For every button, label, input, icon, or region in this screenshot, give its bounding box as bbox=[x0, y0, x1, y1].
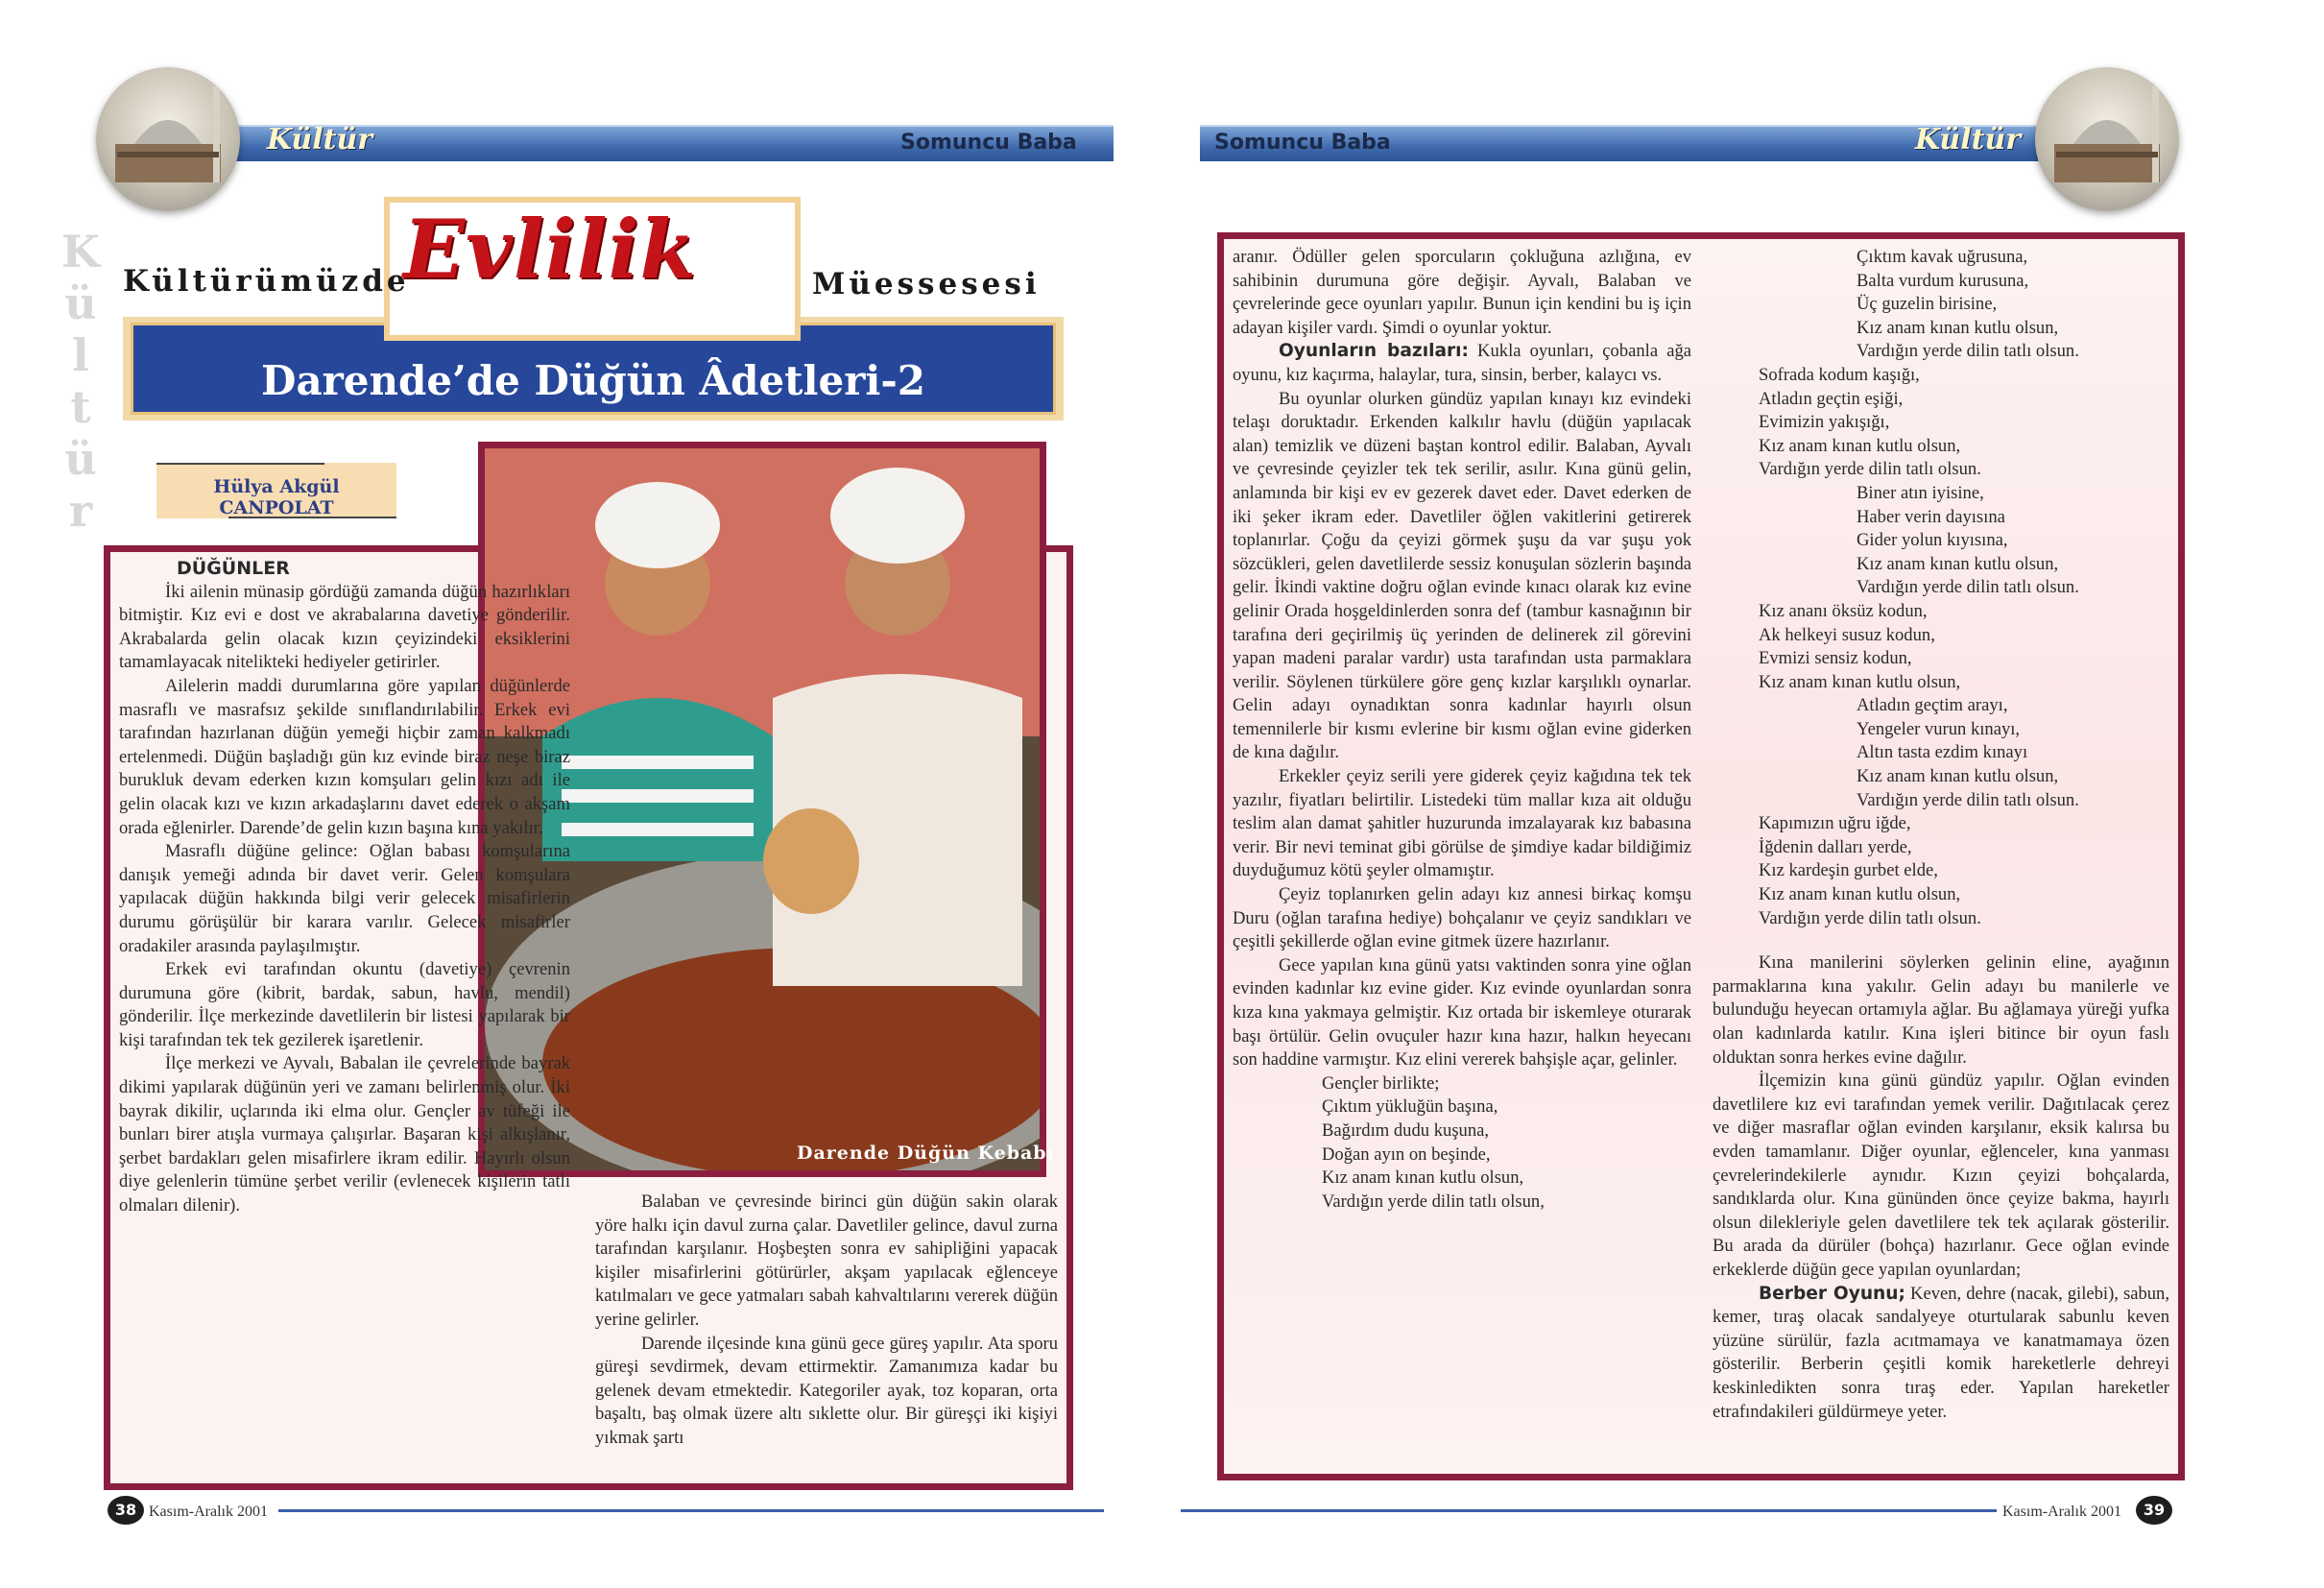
paragraph: İlçemizin kına günü gündüz yapılır. Oğlan evinden davetlilere kız evi tarafından yemek verilir. Dağıtılacak çerez ve diğer masraflar oğlan evinden karşılanır, eksik kalırsa bu evden tamamlanır. Diğer oyunlar, eğlenceler, kına yanması çevrelerindekilerle aynıdır. Kızın çeyizi bohçalarda, sandıklarda olur. Kına gününden önce çeyize bakma, hayırlı olsun dilekleriyle gelen davetlilere tek tek açılarak gösterilir. Bu arada da dürüler (bohça) hazırlanır. Gece oğlan evinde erkeklerde düğün gece yapılan oyunlardan; bbox=[1713, 1071, 2169, 1280]
title-main: Evlilik bbox=[403, 202, 697, 297]
column-1 bbox=[119, 557, 570, 1218]
section-heading: DÜĞÜNLER bbox=[177, 558, 290, 579]
title-prefix: Kültürümüzde bbox=[123, 264, 410, 299]
page-number-left: 38 bbox=[108, 1496, 144, 1525]
poem-line: Kız anam kınan kutlu olsun, bbox=[1857, 317, 2059, 338]
paragraph: aranır. Ödüller gelen sporcuların çokluğuna azlığına, ev sahibinin durumuna göre değişir. Ayvalı, Balaban ve çevrelerinde gece oyunları yapılır. Bunun için kendini bu iş için adayan kişiler vardı. Şimdi o oyunlar yoktur. bbox=[1233, 247, 1691, 338]
poem-line: Kız ananı öksüz kodun, bbox=[1759, 600, 1928, 621]
poem-line: Biner atın iyisine, bbox=[1857, 482, 1984, 503]
poem-line: Evmizi sensiz kodun, bbox=[1759, 648, 1912, 669]
poem-line: Kız kardeşin gurbet elde, bbox=[1759, 860, 1938, 881]
magazine-name-right: Somuncu Baba bbox=[1214, 131, 1391, 155]
paragraph: Erkekler çeyiz serili yere giderek çeyiz kağıdına tek tek yazılır, fiyatları belirtilir. Listedeki tüm mallar kıza ait olduğu teslim alan damat şahitler huzurunda imzalayarak kız babasına verir. Bir nevi teminat gibi görülse de şimdiye kadar bildiğimiz duyduğumuz kötü şeyler olmamıştır. bbox=[1233, 766, 1691, 881]
poem-line: Balta vurdum kurusuna, bbox=[1857, 270, 2029, 291]
poem-line: Atladın geçtim arayı, bbox=[1857, 695, 2008, 716]
footer-date-left: Kasım-Aralık 2001 bbox=[149, 1504, 268, 1520]
paragraph: Berber Oyunu; Keven, dehre (nacak, gilebi), sabun, kemer, tıraş olacak sandalyeye oturtularak sabunlu keven yüzüne sürülür, fazla acıtmamaya ve kanatmamaya özen gösterilir. Berberin çeşitli komik hareketlerle dehreyi keskinledikten sonra tıraş eder. Yapılan hareketler etrafındakileri güldürmeye yeter. bbox=[1713, 1283, 2169, 1422]
paragraph: İki ailenin münasip gördüğü zamanda düğün hazırlıkları bitmiştir. Kız evi e dost ve akrabalarına davetiye gönderilir. Akrabalarda gelin olacak kızın çeyizindeki eksiklerini tamamlayacak nitelikteki hediyeler getirirler. bbox=[119, 581, 570, 673]
poem-line: Doğan ayın on beşinde, bbox=[1322, 1143, 1491, 1165]
poem-line: Kız anam kınan kutlu olsun, bbox=[1759, 671, 1961, 692]
section-label-right: Kültür bbox=[1915, 123, 2022, 156]
paragraph: Balaban ve çevresinde birinci gün düğün sakin olarak yöre halkı için davul zurna çalar. Davetliler gelince, davul zurna tarafından karşılanır. Hoşbeşten sonra ev sahipliğini yapacak kişiler misafirlerini götürürler, akşam yapılacak eğlenceye katılmaları ve gece yatmaları sabah kahvaltılarını vererek düğün yerine gelirler. bbox=[595, 1191, 1058, 1330]
footer-date-right: Kasım-Aralık 2001 bbox=[2002, 1504, 2121, 1520]
poem-line: Kız anam kınan kutlu olsun, bbox=[1759, 884, 1961, 905]
paragraph: Kına manilerini söylerken gelinin eline, ayağının parmaklarına kına yakılır. Gelin adayı bu manilerle ve bulunduğu heyecan ortamıyla ağlar. Bu ağlamaya yüreği yufka olan kadınlarda katılır. Kına işleri bitince bir oyun faslı olduktan sonra herkes evine dağılır. bbox=[1713, 952, 2169, 1068]
author-name: Hülya Akgül CANPOLAT bbox=[213, 476, 340, 518]
poem-line: Gençler birlikte; bbox=[1322, 1072, 1440, 1094]
poem-line: Vardığın yerde dilin tatlı olsun, bbox=[1322, 1191, 1545, 1212]
poem-line: Vardığın yerde dilin tatlı olsun. bbox=[1857, 341, 2079, 362]
title-subtitle: Darende’de Düğün Âdetleri-2 bbox=[261, 357, 925, 404]
column-2 bbox=[595, 1191, 1058, 1451]
paragraph: Darende ilçesinde kına günü gece güreş yapılır. Ata sporu güreşi sevdirmek, devam ettirmektir. Zamanımıza kadar bu gelenek devam etmektedir. Kategoriler ayak, toz koparan, orta başaltı, baş olmak üzere altı sıklette olur. Bir güreşçi iki kişiyi yıkmak şartı bbox=[595, 1333, 1058, 1448]
poem bbox=[1713, 246, 2169, 930]
bold-lead: Oyunların bazıları: bbox=[1279, 341, 1469, 362]
poem-line: Çıktım yükluğün başına, bbox=[1322, 1096, 1498, 1118]
column-3 bbox=[1233, 246, 1691, 1214]
paragraph: Oyunların bazıları: Kukla oyunları, çobanla ağa oyunu, kız kaçırma, halaylar, tura, sinsin, berber, kalaycı vs. bbox=[1233, 341, 1691, 385]
bold-lead: Berber Oyunu; bbox=[1759, 1283, 1905, 1304]
mosque-medallion-right-icon bbox=[2035, 67, 2179, 211]
poem-line: Kız anam kınan kutlu olsun, bbox=[1857, 766, 2059, 787]
paragraph: Masraflı düğüne gelince: Oğlan babası komşularına danışık yemeği adında bir davet verir. Gelen komşulara yapılacak düğün hakkında bilgi verir gelecek misafirlerin durumu görüşülür bir karara varılır. Gelecek misafirler oradakiler arasında paylaşılmıştır. bbox=[119, 841, 570, 956]
footer-rule-right bbox=[1181, 1509, 1997, 1512]
author-rule-top bbox=[156, 463, 324, 465]
paragraph: Bu oyunlar olurken gündüz yapılan kınayı kız evindeki telaşı doruktadır. Erkenden kalkılır havlu (düğün yapılacak alan) temizlik ve düzeni baştan kontrol edilir. Balaban, Ayvalı ve çevresinde çeyizler tek tek serilir, asılır. Kına günü gelin, anlamında bir kişi ev ev gezerek davet eder. Davet ederken de iki şeker ikram eder. Davetliler öğlen vakitlerini getirerek toplanırlar. Çoğu da çeyizi görmek şuşu da var şuşu yok sözcükleri, gelen davetlilerde sessiz konuşulan sözlerin başında gelir. İkindi vaktine doğru oğlan evinde kınacı olarak kız evine gelinir Orada hoşgeldinlerden sonra def (tambur kasnağının bir tarafına deri geçirilmiş üç yerinden de delinerek zil görevini yapan madeni paralar vardır) usta tarafından usta parmaklara verilir. Söylenen türkülere göre genç kızlar karşılıklı oynarlar. Gelin adayı oynadıktan sonra kadınlar hayırlı olsun temennilerle bir kısmı evlerine bir kısmı oğlan evine giderken de kına dağılır. bbox=[1233, 388, 1691, 763]
poem-line: Kapımızın uğru iğde, bbox=[1759, 813, 1911, 834]
poem-line: Altın tasta ezdim kınayı bbox=[1857, 742, 2028, 763]
poem-line: Vardığın yerde dilin tatlı olsun. bbox=[1857, 789, 2079, 810]
poem-line: Evimizin yakışığı, bbox=[1759, 412, 1890, 433]
poem-line: Yengeler vurun kınayı, bbox=[1857, 718, 2021, 739]
poem-line: Bağırdım dudu kuşuna, bbox=[1322, 1119, 1490, 1141]
poem-line: Gider yolun kıyısına, bbox=[1857, 530, 2008, 551]
paragraph: Gece yapılan kına günü yatsı vaktinden sonra yine oğlan evinden kadınlar kız evine gider. Kız evinde oyunlardan sonra kıza kına yakmaya gelmiştir. Kız ortada bir iskemleye oturarak başı örtülür. Gelin ovuçuler hazır kına hazır, halkın heyecanı son haddine varmıştır. Kız elini vererek bahşişle açar, gelinler. bbox=[1233, 954, 1691, 1071]
footer-rule-left bbox=[278, 1509, 1104, 1512]
paragraph: Erkek evi tarafından okuntu (davetiye) çevrenin durumuna göre (kibrit, bardak, sabun, havlu, mendil) gönderilir. İlçe merkezinde davetlilerin bir listesi yapılarak bir kişi tarafından tek tek gezilerek işaretlenir. bbox=[119, 959, 570, 1050]
title-suffix: Müessesesi bbox=[812, 267, 1041, 301]
poem-line: Üç guzelin birisine, bbox=[1857, 294, 1998, 315]
poem-line: Kız anam kınan kutlu olsun, bbox=[1322, 1167, 1524, 1189]
column-4 bbox=[1713, 246, 2169, 1424]
poem bbox=[1233, 1072, 1691, 1215]
paragraph: İlçe merkezi ve Ayvalı, Babalan ile çevrelerinde bayrak dikimi yapılarak düğünün yeri ve zamanı belirlenmiş olur. İki bayrak dikilir, uçlarında iki elma olur. Gençler av tüfeği ile bunları birer atışla vurmaya çalışırlar. Başaran kişi alkışlanır, şerbet bardakları gelen misafirlere ikram edilir. Hayırlı olsun diye gelenlerin tümüne şerbet verilir (evlenecek kişilerin tatlı olmaları dilenir). bbox=[119, 1053, 570, 1216]
poem-line: Haber verin dayısına bbox=[1857, 506, 2005, 527]
section-label-left: Kültür bbox=[267, 123, 373, 156]
page-number-right: 39 bbox=[2136, 1496, 2172, 1525]
poem-line: Kız anam kınan kutlu olsun, bbox=[1759, 435, 1961, 456]
poem-line: Sofrada kodum kaşığı, bbox=[1759, 364, 1920, 385]
paragraph: Çeyiz toplanırken gelin adayı kız annesi birkaç komşu Duru (oğlan tarafına hediye) bohçalanır ve çeyiz sandıkları ve çeşitli şekillerde oğlan evine gitmek üzere hazırlanır. bbox=[1233, 884, 1691, 952]
magazine-name-left: Somuncu Baba bbox=[900, 131, 1077, 155]
paragraph: Ailelerin maddi durumlarına göre yapılan düğünlerde masraflı ve masrafsız şekilde sınıflandırılabilir. Erkek evi tarafından hazırlanan düğün yemeği hiçbir zaman kalkmadı ertelenmedi. Düğün başladığı gün kız evinde biraz neşe biraz burukluk devam ederken kızın komşuları gelin kızı adı ile gelin olacak kızı ve kızın arkadaşlarını davet ederek o akşam orada eğlenirler. Darende’de gelin kızın başına kına yakılır. bbox=[119, 675, 570, 838]
photo-caption: Darende Düğün Kebabı bbox=[797, 1143, 1055, 1164]
poem-line: İğdenin dalları yerde, bbox=[1759, 836, 1912, 857]
poem-line: Vardığın yerde dilin tatlı olsun. bbox=[1857, 577, 2079, 598]
poem-line: Ak helkeyi susuz kodun, bbox=[1759, 624, 1935, 645]
poem-line: Çıktım kavak uğrusuna, bbox=[1857, 247, 2028, 267]
poem-line: Vardığın yerde dilin tatlı olsun. bbox=[1759, 459, 1981, 480]
poem-line: Vardığın yerde dilin tatlı olsun. bbox=[1759, 907, 1981, 928]
vertical-section-word: K ü l t ü r bbox=[61, 226, 100, 537]
poem-line: Atladın geçtin eşiği, bbox=[1759, 388, 1904, 409]
poem-line: Kız anam kınan kutlu olsun, bbox=[1857, 553, 2059, 574]
mosque-medallion-left-icon bbox=[96, 67, 240, 211]
